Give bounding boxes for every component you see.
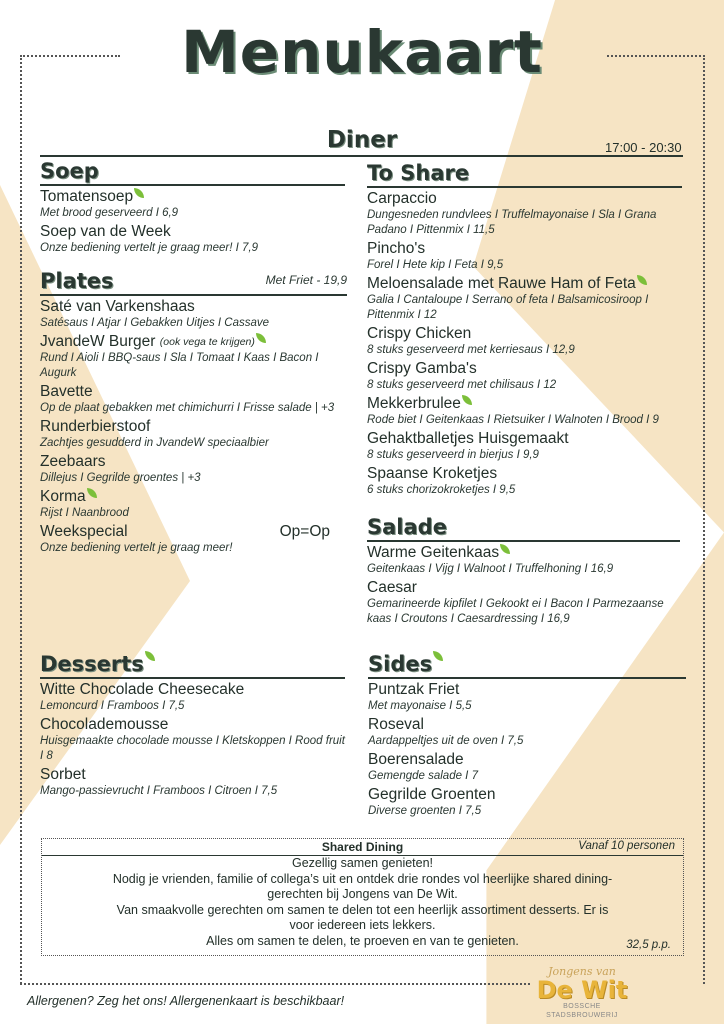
menu-item	[368, 786, 686, 819]
section-heading: Plates	[40, 269, 114, 293]
menu-item	[367, 275, 682, 323]
menu-item	[40, 298, 347, 331]
item-name: Tomatensoep	[40, 188, 134, 205]
item-desc: Rode biet I Geitenkaas I Rietsuiker I Walnoten I Brood I 9	[367, 414, 659, 426]
item-name: Soep van de Week	[40, 223, 171, 240]
menu-item	[367, 579, 680, 627]
item-desc: 8 stuks geserveerd met chilisaus I 12	[367, 379, 557, 391]
section-heading: To Share	[367, 160, 682, 188]
menu-item	[40, 488, 347, 521]
item-name: Witte Chocolade Cheesecake	[40, 681, 245, 698]
page-title: Menukaart	[181, 18, 543, 86]
shared-dining-line: Van smaakvolle gerechten om samen te delen tot een heerlijk assortiment desserts. Er is	[116, 902, 609, 917]
frame-bottom	[20, 983, 530, 985]
item-name: Puntzak Friet	[368, 681, 460, 698]
item-name: Roseval	[368, 716, 424, 733]
item-desc: Aardappeltjes uit de oven I 7,5	[368, 735, 524, 747]
item-desc: Huisgemaakte chocolade mousse I Kletskoppen I Rood fruit I 8	[40, 735, 345, 762]
shared-dining-box	[41, 838, 684, 956]
section-salade	[367, 514, 680, 627]
item-name: Mekkerbrulee	[367, 395, 461, 412]
item-name: Chocolademousse	[40, 716, 169, 733]
item-name: Pincho's	[367, 240, 426, 257]
item-desc: Forel I Hete kip I Feta I 9,5	[367, 259, 504, 271]
item-desc: Mango-passievrucht I Framboos I Citroen I 7,5	[40, 785, 278, 797]
item-desc: 8 stuks geserveerd met kerriesaus I 12,9	[367, 344, 575, 356]
menu-item	[40, 333, 347, 381]
leaf-icon	[134, 188, 144, 198]
menu-item	[368, 681, 686, 714]
item-desc: Op de plaat gebakken met chimichurri I Frisse salade | +3	[40, 402, 335, 414]
menu-item	[40, 681, 345, 714]
section-heading: Salade	[367, 514, 680, 542]
item-desc: Dungesneden rundvlees I Truffelmayonaise I Sla I Grana Padano I Pittenmix I 11,5	[367, 209, 657, 236]
leaf-icon	[433, 651, 443, 661]
shared-dining-line: Alles om samen te delen, te proeven en van te genieten.	[206, 933, 519, 948]
section-desserts	[40, 651, 345, 799]
item-desc: Rijst I Naanbrood	[40, 507, 129, 519]
item-desc: Gemarineerde kipfilet I Gekookt ei I Bacon I Parmezaanse kaas I Croutons I Caesardressing I 16,9	[367, 598, 664, 625]
menu-item	[40, 523, 347, 556]
logo-sub-text: BOSSCHE STADSBROUWERIJ	[546, 1003, 618, 1019]
menu-item	[368, 751, 686, 784]
item-note: (ook vega te krijgen)	[159, 336, 255, 348]
menu-item	[367, 430, 682, 463]
menu-item	[40, 188, 345, 221]
item-name: Korma	[40, 488, 86, 505]
section-soep	[40, 158, 345, 256]
menu-item	[367, 395, 682, 428]
item-desc: Dillejus I Gegrilde groentes | +3	[40, 472, 201, 484]
menu-item	[40, 453, 347, 486]
item-price: Op=Op	[279, 523, 330, 540]
section-heading: Desserts	[40, 652, 144, 676]
item-name: Runderbierstoof	[40, 418, 151, 435]
item-name: JvandeW Burger	[40, 333, 156, 350]
menu-item	[367, 240, 682, 273]
item-name: Zeebaars	[40, 453, 106, 470]
item-name: Warme Geitenkaas	[367, 544, 500, 561]
section-plates	[40, 268, 347, 556]
menu-item	[367, 544, 680, 577]
menu-item	[367, 360, 682, 393]
allergen-notice: Allergenen? Zeg het ons! Allergenenkaart is beschikbaar!	[27, 994, 345, 1008]
diner-heading: Diner	[326, 127, 398, 153]
shared-dining-line: gerechten bij Jongens van De Wit.	[267, 887, 458, 901]
menu-item	[40, 383, 347, 416]
shared-dining-note: Vanaf 10 personen	[578, 840, 675, 852]
leaf-icon	[256, 333, 266, 343]
section-heading: Soep	[40, 158, 345, 186]
logo-top-text: Jongens van	[548, 965, 616, 978]
shared-dining-heading: Shared Dining	[42, 839, 683, 856]
leaf-icon	[87, 488, 97, 498]
item-name: Bavette	[40, 383, 93, 400]
item-name: Spaanse Kroketjes	[367, 465, 498, 482]
item-desc: Zachtjes gesudderd in JvandeW speciaalbier	[40, 437, 269, 449]
shared-dining-line: Gezellig samen genieten!	[291, 856, 434, 870]
item-name: Caesar	[367, 579, 417, 596]
item-desc: Onze bediening vertelt je graag meer!	[40, 542, 233, 554]
item-desc: Diverse groenten I 7,5	[368, 805, 482, 817]
menu-item	[367, 325, 682, 358]
item-name: Saté van Varkenshaas	[40, 298, 195, 315]
menu-item	[367, 465, 682, 498]
item-desc: Satésaus I Atjar I Gebakken Uitjes I Cassave	[40, 317, 270, 329]
shared-dining-line: voor iedereen iets lekkers.	[289, 918, 436, 932]
shared-dining-text	[42, 856, 683, 949]
menu-item	[40, 716, 345, 764]
item-desc: Gemengde salade I 7	[368, 770, 478, 782]
section-to-share	[367, 160, 682, 498]
leaf-icon	[145, 651, 155, 661]
diner-time: 17:00 - 20:30	[605, 140, 682, 155]
frame-right	[703, 55, 705, 984]
leaf-icon	[462, 395, 472, 405]
diner-divider	[40, 155, 683, 157]
section-heading: Sides	[368, 652, 433, 676]
frame-left	[20, 55, 22, 984]
plates-note: Met Friet - 19,9	[265, 273, 347, 287]
item-name: Crispy Gamba's	[367, 360, 477, 377]
menu-item	[367, 190, 682, 238]
menu-item	[40, 418, 347, 451]
leaf-icon	[500, 544, 510, 554]
item-name: Crispy Chicken	[367, 325, 472, 342]
leaf-icon	[637, 275, 647, 285]
item-name: Boerensalade	[368, 751, 464, 768]
shared-dining-price: 32,5 p.p.	[626, 939, 671, 951]
item-desc: Onze bediening vertelt je graag meer! I 7,9	[40, 242, 258, 254]
item-name: Gegrilde Groenten	[368, 786, 496, 803]
section-sides	[368, 651, 686, 819]
item-name: Sorbet	[40, 766, 86, 783]
item-desc: Met mayonaise I 5,5	[368, 700, 472, 712]
shared-dining-line: Nodig je vrienden, familie of collega’s uit en ontdek drie rondes vol heerlijke shared dining-	[112, 871, 613, 886]
item-desc: Lemoncurd I Framboos I 7,5	[40, 700, 185, 712]
item-name: Weekspecial	[40, 523, 128, 540]
logo-main-text: De Wit	[536, 976, 628, 1004]
menu-item	[40, 766, 345, 799]
item-desc: 8 stuks geserveerd in bierjus I 9,9	[367, 449, 539, 461]
item-desc: Met brood geserveerd I 6,9	[40, 207, 179, 219]
item-name: Carpaccio	[367, 190, 437, 207]
brand-logo	[532, 966, 632, 1020]
menu-item	[40, 223, 345, 256]
item-desc: Galia I Cantaloupe I Serrano of feta I Balsamicosiroop I Pittenmix I 12	[367, 294, 649, 321]
item-desc: 6 stuks chorizokroketjes I 9,5	[367, 484, 516, 496]
item-desc: Rund I Aioli I BBQ-saus I Sla I Tomaat I Kaas I Bacon I Augurk	[40, 352, 319, 379]
item-desc: Geitenkaas I Vijg I Walnoot I Truffelhoning I 16,9	[367, 563, 614, 575]
menu-item	[368, 716, 686, 749]
item-name: Meloensalade met Rauwe Ham of Feta	[367, 275, 636, 292]
item-name: Gehaktballetjes Huisgemaakt	[367, 430, 569, 447]
